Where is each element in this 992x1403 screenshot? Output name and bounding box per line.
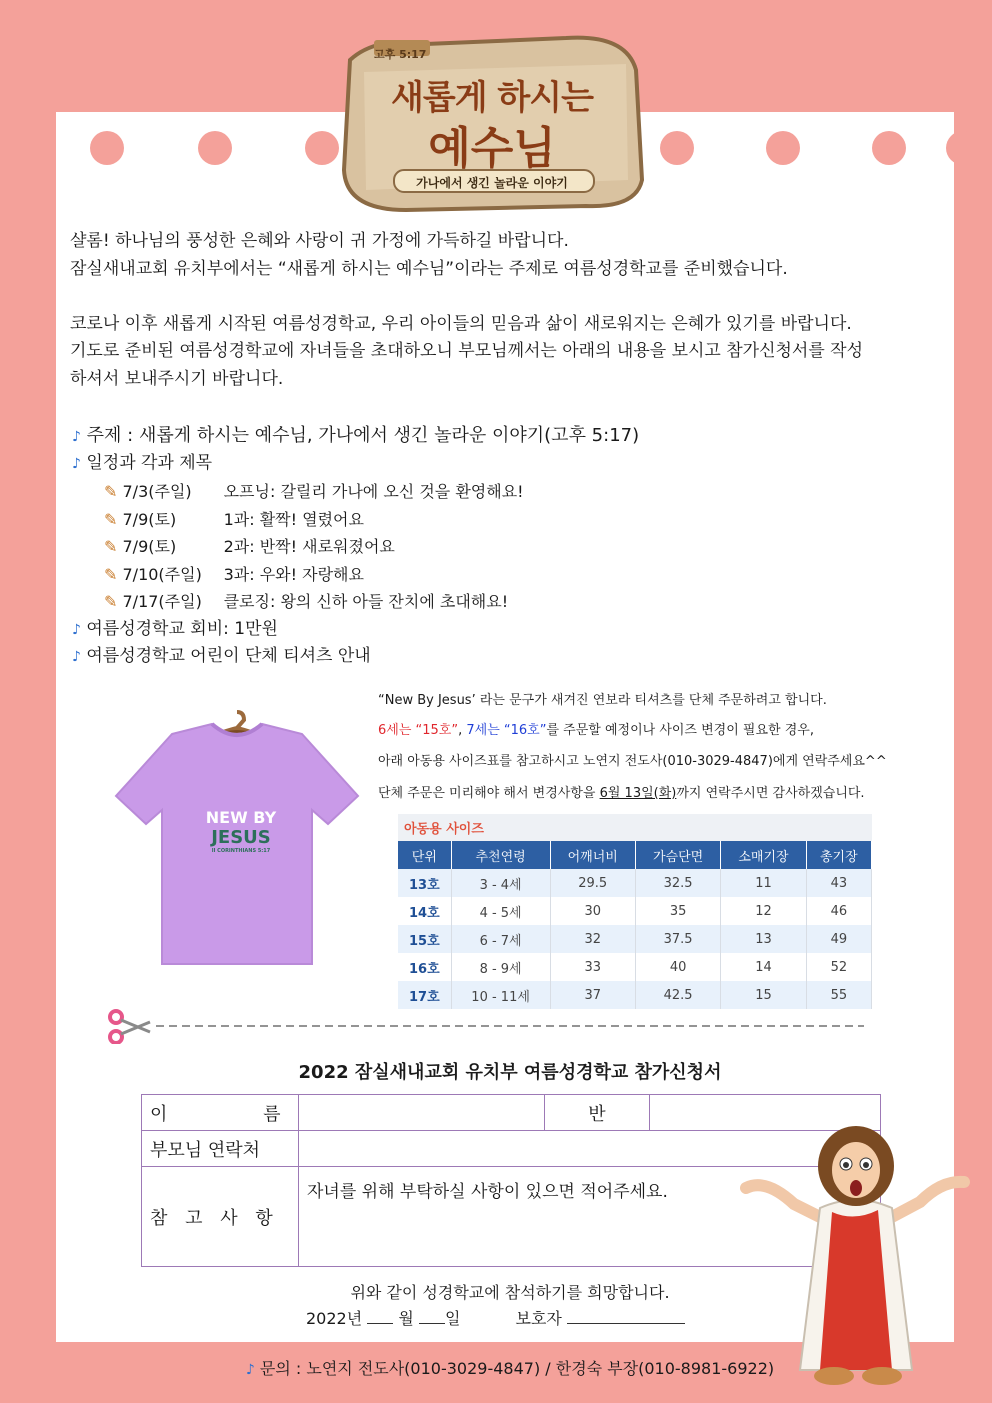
jesus-character-image (736, 1122, 974, 1388)
tshirt-print-line2: JESUS (211, 827, 271, 848)
intro-line: 하셔서 보내주시기 바랍니다. (70, 369, 284, 389)
guardian-blank[interactable] (567, 1323, 685, 1324)
size-table (398, 814, 872, 1009)
fee-item (72, 616, 278, 645)
size-cell: 14 (721, 953, 806, 981)
tshirt-print (186, 808, 296, 854)
pencil-icon: ✎ (104, 592, 118, 611)
pencil-icon: ✎ (104, 482, 118, 501)
schedule-title: 3과: 우와! 자랑해요 (223, 565, 364, 584)
schedule-heading-item (72, 450, 212, 479)
decor-dot (198, 131, 232, 165)
size-cell: 6 - 7세 (451, 925, 550, 953)
schedule-title: 클로징: 왕의 신하 아들 잔치에 초대해요! (223, 592, 509, 611)
size-cell: 32.5 (635, 869, 720, 897)
size-cell: 12 (721, 897, 806, 925)
music-note-icon: ♪ (72, 649, 81, 665)
scissors-icon (110, 1011, 150, 1043)
schedule-item (104, 533, 395, 561)
tshirt-print-line1: NEW BY (205, 808, 277, 827)
size-cell: 13호 (398, 869, 451, 897)
date-day: 일 (444, 1309, 461, 1328)
intro-line: 잠실새내교회 유치부에서는 “새롭게 하시는 예수님”이라는 주제로 여름성경학교를 준비했습니다. (70, 259, 788, 279)
decor-dot (872, 131, 906, 165)
size-cell: 14호 (398, 897, 451, 925)
class-label: 반 (545, 1095, 650, 1131)
intro-line: 기도로 준비된 여름성경학교에 자녀들을 초대하오니 부모님께서는 아래의 내용을 보시고 참가신청서를 작성 (70, 341, 864, 361)
size-header-cell: 총기장 (806, 841, 871, 869)
size-table-caption: 아동용 사이즈 (398, 814, 872, 841)
schedule-heading: 일정과 각과 제목 (86, 453, 213, 473)
tshirt-line4-b: 까지 연락주시면 감사하겠습니다. (676, 786, 865, 801)
pencil-icon: ✎ (104, 565, 118, 584)
schedule-title: 2과: 반짝! 새로워졌어요 (223, 537, 395, 556)
pencil-icon: ✎ (104, 510, 118, 529)
size-cell: 33 (550, 953, 635, 981)
music-note-icon: ♪ (72, 622, 81, 638)
date-line (306, 1306, 685, 1329)
size-cell: 55 (806, 981, 871, 1009)
size-cell: 37.5 (635, 925, 720, 953)
size-cell: 40 (635, 953, 720, 981)
size-cell: 15호 (398, 925, 451, 953)
schedule-date: 7/10(주일) (122, 565, 202, 584)
guardian-label: 보호자 (515, 1309, 562, 1328)
date-month: 월 (398, 1309, 414, 1328)
music-note-icon: ♪ (72, 456, 81, 472)
size-cell: 4 - 5세 (451, 897, 550, 925)
decor-dot (90, 131, 124, 165)
schedule-title: 1과: 활짝! 열렸어요 (223, 510, 364, 529)
tshirt-line2-rest: 를 주문할 예정이나 사이즈 변경이 필요한 경우, (546, 723, 814, 738)
tshirt-age6: 6세는 “15호” (378, 723, 459, 738)
size-cell: 46 (806, 897, 871, 925)
size-cell: 17호 (398, 981, 451, 1009)
tshirt-age7: 7세는 “16호” (466, 723, 547, 738)
tshirt-deadline: 6월 13일(화) (599, 786, 677, 801)
size-cell: 10 - 11세 (451, 981, 550, 1009)
schedule-date: 7/9(토) (122, 510, 177, 529)
table-row (398, 869, 872, 897)
size-header-cell: 가슴단면 (635, 841, 720, 869)
schedule-item (104, 588, 508, 616)
schedule-item (104, 478, 524, 506)
schedule-title: 오프닝: 갈릴리 가나에 오신 것을 환영해요! (223, 482, 524, 501)
tshirt-line4-a: 단체 주문은 미리해야 해서 변경사항을 (378, 786, 600, 801)
size-cell: 3 - 4세 (451, 869, 550, 897)
size-cell: 8 - 9세 (451, 953, 550, 981)
tshirt-print-small: II CORINTHIANS 5:17 (211, 848, 271, 854)
size-header-cell: 단위 (398, 841, 451, 869)
size-header-cell: 추천연령 (451, 841, 550, 869)
schedule-date: 7/3(주일) (122, 482, 192, 501)
banner-reference: 고후 5:17 (374, 48, 427, 61)
size-cell: 15 (721, 981, 806, 1009)
pencil-icon: ✎ (104, 537, 118, 556)
banner-title-line1: 새롭게 하시는 (391, 78, 593, 118)
size-cell: 35 (635, 897, 720, 925)
cut-line (106, 1008, 866, 1044)
footer-contact-text: 문의 : 노연지 전도사(010-3029-4847) / 한경숙 부장(010-8981-6922) (259, 1359, 775, 1378)
date-year: 2022년 (306, 1309, 363, 1328)
decor-dot (946, 131, 980, 165)
table-row (398, 981, 872, 1009)
banner-subtitle: 가나에서 생긴 놀라운 이야기 (416, 176, 568, 190)
date-month-blank[interactable] (367, 1323, 393, 1324)
size-header-cell: 어깨너비 (550, 841, 635, 869)
decor-dot (305, 131, 339, 165)
tshirt-line: 아래 아동용 사이즈표를 참고하시고 노연지 전도사(010-3029-4847)에게 연락주세요^^ (378, 754, 887, 769)
size-header-cell: 소매기장 (721, 841, 806, 869)
size-cell: 42.5 (635, 981, 720, 1009)
size-cell: 29.5 (550, 869, 635, 897)
footer-contact (0, 1356, 992, 1379)
decor-dot (766, 131, 800, 165)
tshirt-line (378, 782, 865, 801)
size-table-header (398, 841, 872, 869)
name-label (142, 1095, 299, 1131)
date-day-blank[interactable] (419, 1323, 445, 1324)
schedule-item (104, 506, 364, 534)
decor-dot (660, 131, 694, 165)
title-banner (336, 30, 648, 214)
size-cell: 49 (806, 925, 871, 953)
notes-placeholder: 자녀를 위해 부탁하실 사항이 있으면 적어주세요. (307, 1182, 668, 1202)
intro-line: 코로나 이후 새롭게 시작된 여름성경학교, 우리 아이들의 믿음과 삶이 새로워지는 은혜가 있기를 바랍니다. (70, 314, 852, 334)
size-cell: 32 (550, 925, 635, 953)
music-note-icon: ♪ (72, 429, 81, 445)
fee-text: 여름성경학교 회비: 1만원 (86, 619, 278, 639)
size-cell: 43 (806, 869, 871, 897)
tshirt-heading-item (72, 643, 371, 672)
theme-item (72, 422, 639, 452)
table-row (398, 897, 872, 925)
table-row (398, 953, 872, 981)
table-row (398, 925, 872, 953)
tshirt-heading: 여름성경학교 어린이 단체 티셔츠 안내 (86, 646, 371, 666)
size-cell: 37 (550, 981, 635, 1009)
size-cell: 13 (721, 925, 806, 953)
theme-text: 주제 : 새롭게 하시는 예수님, 가나에서 생긴 놀라운 이야기(고후 5:17) (86, 425, 640, 446)
tshirt-line (378, 719, 814, 738)
name-label-text: 이 름 (150, 1103, 281, 1125)
name-field[interactable] (299, 1095, 545, 1131)
size-cell: 11 (721, 869, 806, 897)
size-cell: 16호 (398, 953, 451, 981)
schedule-date: 7/9(토) (122, 537, 177, 556)
size-cell: 52 (806, 953, 871, 981)
form-title: 2022 잠실새내교회 유치부 여름성경학교 참가신청서 (298, 1062, 722, 1083)
schedule-date: 7/17(주일) (122, 592, 202, 611)
tshirt-sep: , (458, 723, 467, 738)
agree-statement: 위와 같이 성경학교에 참석하기를 희망합니다. (350, 1283, 670, 1302)
schedule-item (104, 561, 364, 589)
intro-line: 샬롬! 하나님의 풍성한 은혜와 사랑이 귀 가정에 가득하길 바랍니다. (70, 231, 569, 251)
contact-label: 부모님 연락처 (142, 1131, 299, 1167)
size-cell: 30 (550, 897, 635, 925)
tshirt-line: “New By Jesus’ 라는 문구가 새겨진 연보라 티셔츠를 단체 주문하려고 합니다. (378, 693, 827, 708)
music-note-icon: ♪ (245, 1362, 255, 1378)
notes-label: 참 고 사 항 (142, 1167, 299, 1267)
banner-title-line2: 예수님 (428, 123, 556, 174)
